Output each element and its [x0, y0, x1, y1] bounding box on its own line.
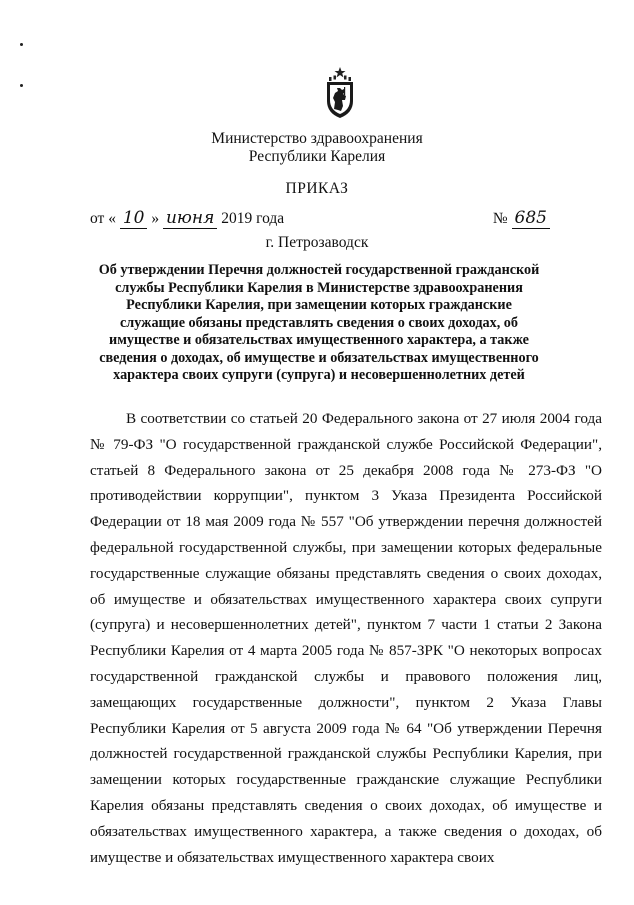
- city-line: г. Петрозаводск: [265, 234, 369, 251]
- scan-dot: [20, 84, 23, 87]
- order-body: [90, 406, 602, 870]
- date-prefix: от «: [90, 210, 116, 227]
- ministry-line: Министерство здравоохранения: [211, 130, 423, 147]
- order-number: [493, 208, 550, 228]
- handwritten-month: июня: [163, 208, 217, 229]
- document-type-title: ПРИКАЗ: [285, 180, 349, 197]
- body-paragraph: В соответствии со статьей 20 Федерального закона от 27 июля 2004 года № 79-ФЗ "О государственной гражданской службе Российской Федерации", статьей 8 Федерального закона от 25 декабря 2008 года № 273-ФЗ "О противодействии коррупции", пунктом 3 Указа Президента Российской Федерации от 18 мая 2009 года № 557 "Об утверждении перечня должностей федеральной государственной службы, при замещении которых федеральные государственные служащие обязаны представлять сведения о своих доходах, об имуществе и обязательствах имущественного характера своих супруги (супруга) и несовершеннолетних детей", пунктом 7 части 1 статьи 2 Закона Республики Карелия от 4 марта 2005 года № 857-ЗРК "О некоторых вопросах государственной гражданской службы и правового положения лиц, замещающих государственные должности", пунктом 2 Указа Главы Республики Карелия от 5 августа 2009 года № 64 "Об утверждении Перечня должностей государственной гражданской службы Республики Карелия, при замещении которых государственные гражданские служащие Республики Карелия обязаны представлять сведения о своих доходах, об имуществе и обязательствах имущественного характера, а также сведения о доходах, об имуществе и обязательствах имущественного характера своих: [90, 410, 602, 866]
- handwritten-number: 685: [512, 208, 550, 229]
- date-year: 2019 года: [221, 210, 285, 227]
- ministry-name: [0, 130, 634, 166]
- ministry-line: Республики Карелия: [248, 148, 386, 165]
- handwritten-day: 10: [120, 208, 148, 229]
- scan-dot: [20, 43, 23, 46]
- number-prefix: №: [492, 210, 508, 227]
- karelia-coat-of-arms-icon: [325, 67, 355, 119]
- order-date: [90, 208, 284, 228]
- date-mid: »: [151, 210, 160, 227]
- order-subject: Об утверждении Перечня должностей государственной гражданской службы Республики Карелия в Министерстве здравоохранения Республики Карелия, при замещении которых гражданские служащие обязаны представлять сведения о своих доходах, об имуществе и обязательствах имущественного характера, а также сведения о доходах, об имуществе и обязательствах имущественного характера своих супруги (супруга) и несовершеннолетних детей: [98, 262, 540, 383]
